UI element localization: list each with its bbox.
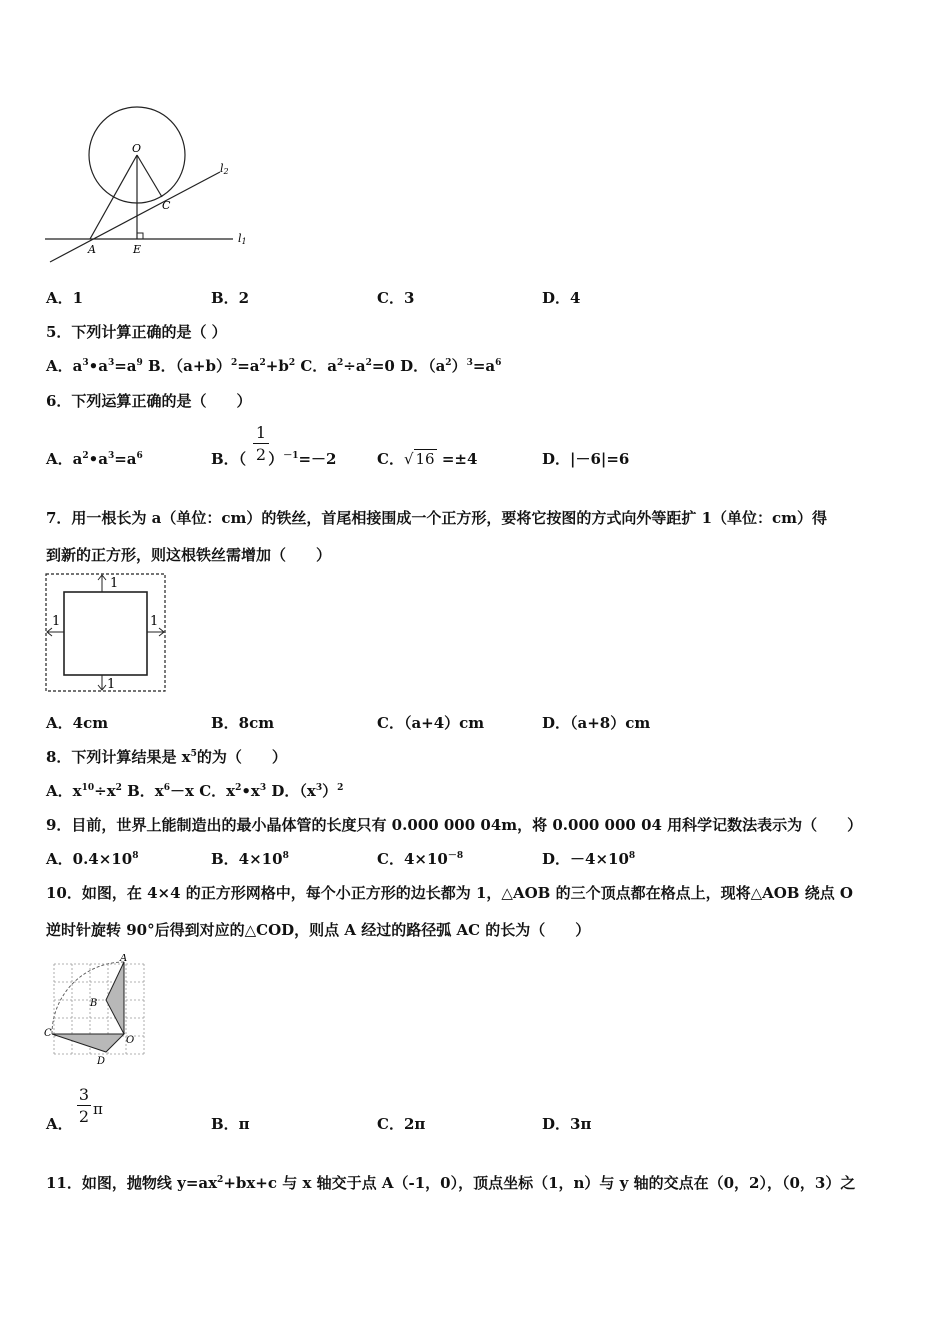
q9-option-c: C．$4\times 10^{-8}$ bbox=[377, 850, 464, 868]
q10-option-b: B．π bbox=[211, 1115, 250, 1133]
q4-figure bbox=[40, 100, 260, 270]
q10-label-a: A bbox=[120, 954, 128, 964]
q10-figure bbox=[44, 954, 154, 1070]
q10-triangle-aob bbox=[106, 962, 124, 1034]
q4-seg-oa bbox=[90, 155, 137, 239]
q7-label-right: 1 bbox=[150, 614, 159, 629]
q7-inner-square bbox=[64, 592, 147, 675]
q4-label-c: C bbox=[162, 199, 171, 212]
q8-options: A．$x^{10}\div x^2$ B．$x^6-x$ C．$x^2•x^3$ D．$(x^3)^2$ bbox=[46, 782, 344, 800]
q7-option-c: C．（a+4）cm bbox=[377, 714, 485, 732]
q7-option-a: A．4cm bbox=[46, 714, 109, 732]
q10-stem-line1: 10．如图，在 4×4 的正方形网格中，每个小正方形的边长都为 1，△AOB 的三个顶点都在格点上，现将△AOB 绕点 O bbox=[46, 884, 853, 902]
q7-option-d: D．（a+8）cm bbox=[542, 714, 651, 732]
q9-stem: 9．目前，世界上能制造出的最小晶体管的长度只有 0.000 000 04m，将 0.000 000 04 用科学记数法表示为（ ） bbox=[46, 816, 863, 834]
q4-option-b: B．2 bbox=[211, 289, 250, 307]
q4-label-o: O bbox=[132, 142, 142, 155]
q4-label-l2: l2 bbox=[220, 162, 229, 176]
q9-option-a: A．$0.4\times 10^8$ bbox=[46, 850, 139, 868]
q9-option-b: B．$4\times 10^8$ bbox=[211, 850, 289, 868]
q10-fraction-num: 3 bbox=[78, 1085, 90, 1104]
q10-label-b: B bbox=[90, 998, 98, 1009]
q7-stem-line1: 7．用一根长为 a（单位：cm）的铁丝，首尾相接围成一个正方形，要将它按图的方式向外等距扩 1（单位：cm）得 bbox=[46, 509, 828, 527]
q10-fraction bbox=[77, 1085, 91, 1126]
q10-option-c: C．2π bbox=[377, 1115, 426, 1133]
q7-label-top: 1 bbox=[110, 576, 119, 591]
q4-label-e: E bbox=[133, 243, 142, 256]
q6-fraction bbox=[253, 423, 269, 464]
q4-option-c: C．3 bbox=[377, 289, 415, 307]
q10-triangle-cod bbox=[52, 1034, 124, 1052]
q10-label-c: C bbox=[44, 1028, 52, 1039]
q7-figure bbox=[44, 572, 168, 694]
q10-stem-line2: 逆时针旋转 90°后得到对应的△COD，则点 A 经过的路径弧 AC 的长为（ ） bbox=[46, 921, 591, 939]
q6-sqrt-radicand: 16 bbox=[415, 450, 435, 468]
q4-seg-oc bbox=[137, 155, 162, 197]
q7-stem-line2: 到新的正方形，则这根铁丝需增加（ ） bbox=[46, 546, 332, 564]
q11-stem: 11．如图，抛物线 $y=ax^2+bx+c$ 与 x 轴交于点 A（-1，0），顶点坐标（1，n）与 y 轴的交点在（0，2），（0，3）之 bbox=[46, 1174, 856, 1192]
q7-label-left: 1 bbox=[52, 614, 61, 629]
q5-options: A．$a^3•a^3=a^9$ B．$(a+b)^2=a^2+b^2$ C．$a^2\div a^2=0$ D．$(a^2)^3=a^6$ bbox=[46, 357, 502, 375]
q10-fraction-bar bbox=[77, 1105, 91, 1106]
q7-option-b: B．8cm bbox=[211, 714, 275, 732]
q10-label-o: O bbox=[126, 1035, 135, 1046]
q5-stem: 5．下列计算正确的是（ ） bbox=[46, 323, 227, 341]
q6-stem: 6．下列运算正确的是（ ） bbox=[46, 392, 252, 410]
q4-option-a: A．1 bbox=[46, 289, 84, 307]
q10-fraction-den: 2 bbox=[78, 1107, 90, 1126]
q8-stem: 8．下列计算结果是 $x^5$的为（ ） bbox=[46, 748, 287, 766]
q10-option-a: A． bbox=[46, 1115, 73, 1133]
q6-option-a: A．$a^2•a^3=a^6$ bbox=[46, 450, 143, 468]
q7-label-bottom: 1 bbox=[107, 677, 116, 692]
q4-label-a: A bbox=[88, 243, 96, 256]
q6-fraction-den: 2 bbox=[255, 445, 267, 464]
q10-option-d: D．3π bbox=[542, 1115, 592, 1133]
q9-option-d: D．$-4\times 10^8$ bbox=[542, 850, 636, 868]
q6-fraction-bar bbox=[253, 443, 269, 444]
q4-option-d: D．4 bbox=[542, 289, 581, 307]
q6-option-c: C．√ 16 =±4 bbox=[377, 450, 478, 468]
q6-option-d: D．|－6|=6 bbox=[542, 450, 630, 468]
q10-option-a-pi: π bbox=[93, 1100, 103, 1118]
q6-fraction-num: 1 bbox=[255, 423, 267, 442]
q10-label-d: D bbox=[97, 1056, 106, 1067]
q6-option-b: B．（ ）$^{-1}$=－2 bbox=[211, 450, 337, 468]
q4-label-l1: l1 bbox=[238, 232, 247, 246]
q4-right-angle bbox=[137, 233, 143, 239]
